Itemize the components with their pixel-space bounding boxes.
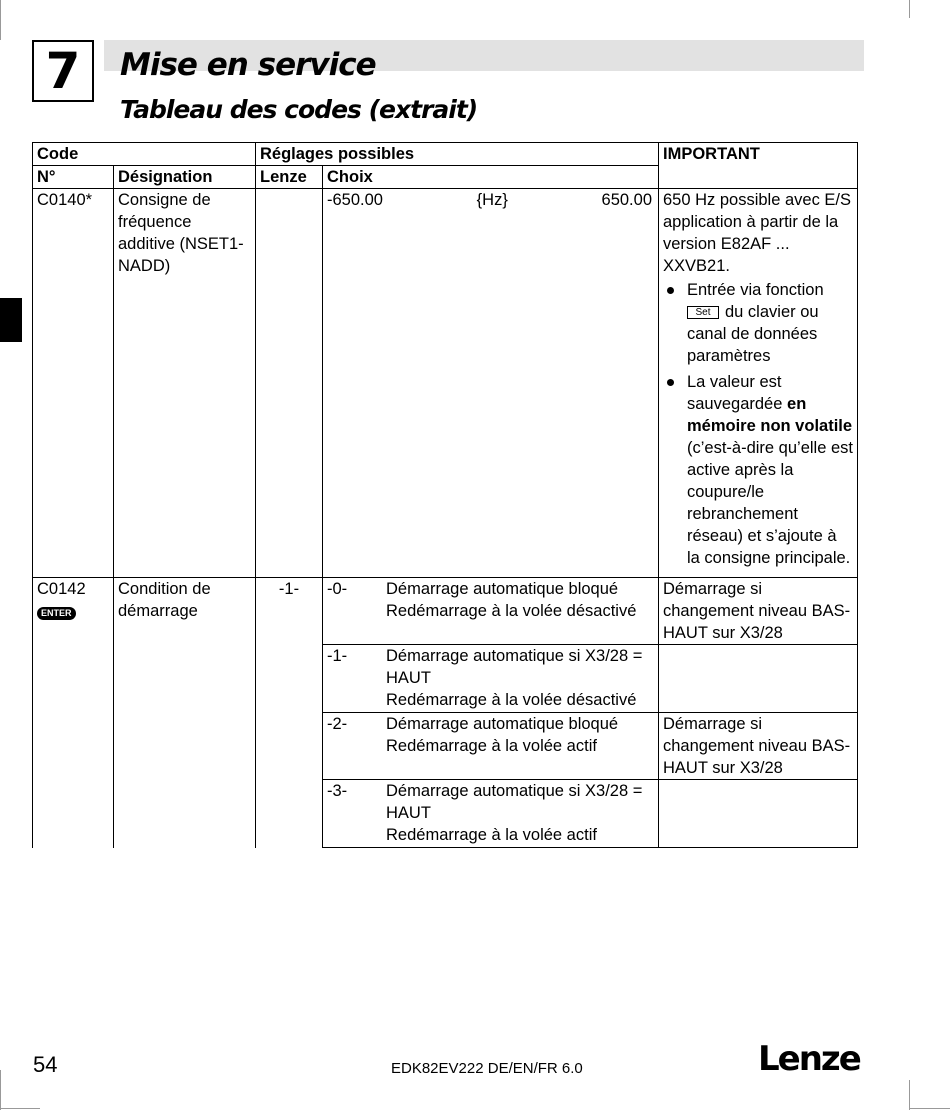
crop-mark [909,0,910,18]
crop-mark [0,1070,1,1110]
row-lenze [256,189,323,578]
header-code: Code [33,143,256,166]
range-max: 650.00 [601,191,652,209]
header-important: IMPORTANT [659,143,858,189]
chapter-number: 7 [32,40,94,102]
header-choice: Choix [323,166,659,189]
option-line1: Démarrage automatique bloqué [386,580,619,598]
option-line2: Redémarrage à la volée actif [386,737,597,755]
important-bullet [663,371,853,569]
option-line1: Démarrage automatique si X3/28 = HAUT [386,782,643,822]
crop-mark [909,1108,950,1109]
document-id: EDK82EV222 DE/EN/FR 6.0 [391,1060,583,1077]
bullet-icon [667,379,674,386]
row-code [33,578,114,848]
bullet-text: La valeur est sauvegardée [687,373,783,413]
option-important [659,780,858,848]
set-key-icon: Set [687,306,719,319]
bullet-bold-text: en mémoire non volatile [687,395,853,435]
codes-table [32,142,858,848]
option-line1: Démarrage automatique si X3/28 = HAUT [386,647,643,687]
chapter-tab-marker [0,298,22,342]
option-cell [323,780,659,848]
option-important: Démarrage si changement niveau BAS-HAUT sur X3/28 [659,578,858,645]
option-line2: Redémarrage à la volée désactivé [386,691,637,709]
page-number: 54 [33,1052,58,1077]
header-settings: Réglages possibles [256,143,659,166]
option-cell [323,645,659,713]
header-lenze: Lenze [256,166,323,189]
header-no: N° [33,166,114,189]
option-number: -2- [327,715,348,733]
bullet-text: du clavier ou canal de données paramètres [687,303,819,365]
row-code-text: C0142 [37,580,86,598]
table-header-row [33,143,858,166]
row-designation: Consigne de fréquence additive (NSET1-NADD) [114,189,256,578]
enter-key-icon: ENTER [37,607,76,620]
row-lenze: -1- [256,578,323,848]
row-important [659,189,858,578]
bullet-text: (c’est-à-dire qu’elle est active après la coupure/le rebranchement réseau) et s’ajoute à la consigne principale. [687,439,853,567]
lenze-logo: Lenze [758,1039,860,1079]
option-cell [323,578,659,645]
page-subtitle: Tableau des codes (extrait) [120,95,478,124]
row-designation: Condition de démarrage [114,578,256,848]
option-cell [323,713,659,780]
important-bullet [663,279,853,367]
header-designation: Désignation [114,166,256,189]
crop-mark [909,1080,910,1110]
crop-mark [0,0,1,40]
bullet-text: Entrée via fonction [687,281,824,299]
crop-mark [0,1108,40,1109]
table-row [33,189,858,578]
range-min: -650.00 [327,191,383,209]
option-important [659,645,858,713]
range-unit: {Hz} [476,191,508,209]
row-range [323,189,659,578]
row-code: C0140* [33,189,114,578]
option-number: -0- [327,580,348,598]
important-intro: 650 Hz possible avec E/S application à partir de la version E82AF ... XXVB21. [663,191,852,275]
option-important: Démarrage si changement niveau BAS-HAUT sur X3/28 [659,713,858,780]
option-number: -1- [327,647,348,665]
bullet-icon [667,287,674,294]
page-title: Mise en service [120,47,376,83]
option-line2: Redémarrage à la volée désactivé [386,602,637,620]
option-line1: Démarrage automatique bloqué [386,715,619,733]
option-number: -3- [327,782,348,800]
option-line2: Redémarrage à la volée actif [386,826,597,844]
table-row [33,578,858,645]
